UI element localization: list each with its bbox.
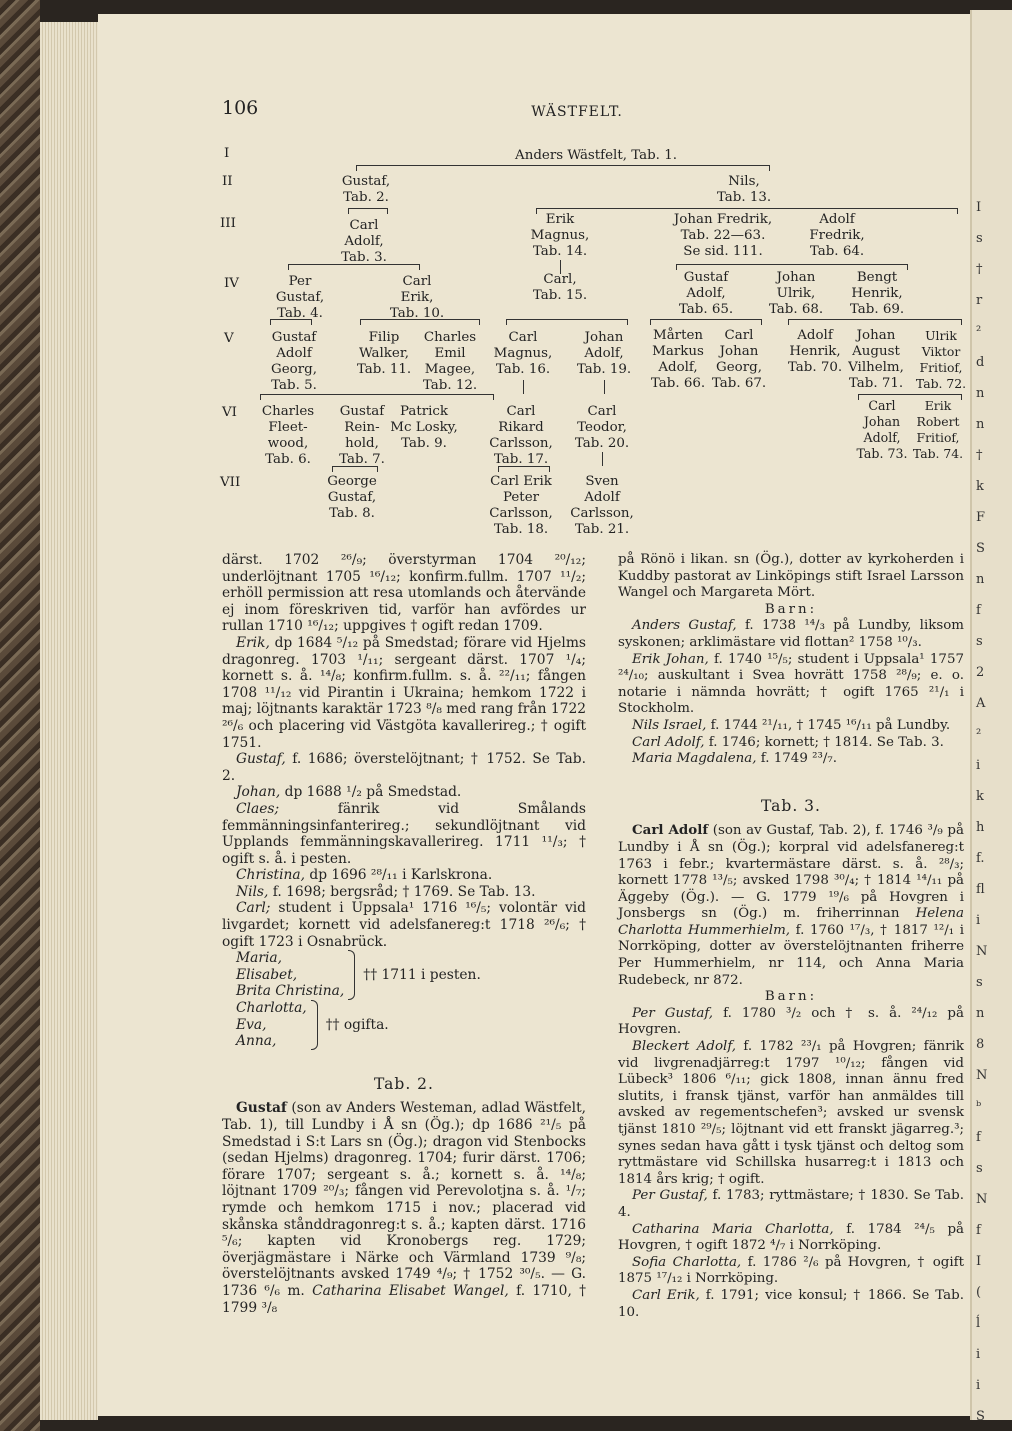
facing-page-fragment: ĺ bbox=[976, 1316, 981, 1331]
paragraph: Anders Gustaf, f. 1738 ¹⁴/₃ på Lundby, liksom syskonen; arklimästare vid flottan² 1758 ¹⁰/₃. bbox=[618, 618, 964, 650]
facing-page-fragment: 8 bbox=[976, 1037, 985, 1052]
facing-page-fragment: n bbox=[976, 417, 985, 432]
children-heading: Barn: bbox=[764, 989, 818, 1005]
paragraph: Christina, dp 1696 ²⁸/₁₁ i Karlskrona. bbox=[236, 867, 493, 884]
paragraph: Nils, f. 1698; bergsråd; † 1769. Se Tab. 13. bbox=[236, 883, 536, 900]
tree-node: Charles Fleet- wood, Tab. 6. bbox=[261, 404, 315, 467]
gen-label: VII bbox=[220, 475, 241, 490]
tree-node: Gustaf Adolf, Tab. 65. bbox=[678, 270, 734, 317]
tree-node: Per Gustaf, Tab. 4. bbox=[275, 274, 325, 321]
facing-page-fragment: N bbox=[976, 1068, 988, 1083]
facing-page-fragment: n bbox=[976, 386, 985, 401]
tree-node: Gustaf Rein- hold, Tab. 7. bbox=[339, 404, 385, 467]
facing-page-fragment: d bbox=[976, 355, 985, 370]
paragraph: därst. 1702 ²⁶/₉; överstyrman 1704 ²⁰/₁₂; underlöjtnant 1705 ¹⁶/₁₂; konfirm.fullm. 1707 ¹¹/₂; erhöll permission att resa utomlands och återvände ej inom föreskriven tid, varför han avfördes ur rullan 1710 ¹⁶/₁₂; uppgives † ogift redan 1709. bbox=[222, 552, 586, 635]
book-page bbox=[98, 14, 970, 1416]
paragraph: Carl Adolf (son av Gustaf, Tab. 2), f. 1746 ³/₉ på Lundby i Å sn (Ög.); korpral vid adelsfanereg:t 1763 i febr.; kvartermästare därst. s. å. ²⁸/₃; kornett 1778 ¹³/₅; avsked 1798 ³⁰/₄; † 1814 ¹⁴/₁₁ på Äggeby (Ög.). — G. 1779 ¹⁹/₆ på Hovgren i Jonsbergs sn (Ög.) m. friherrinnan Helena Charlotta Hummerhielm, f. 1760 ¹⁷/₃, † 1817 ¹²/₁ i Norrköping, dotter av överstelöjtnanten friherre Per Hummerhielm, nr 114, och Anna Maria Rudebeck, nr 872. bbox=[618, 822, 964, 988]
facing-page-fragment: S bbox=[976, 1409, 985, 1420]
tree-node: Erik Robert Fritiof, Tab. 74. bbox=[912, 398, 964, 461]
facing-page-fragment: i bbox=[976, 758, 981, 773]
facing-page-fragment: 2 bbox=[976, 665, 985, 680]
tree-line bbox=[360, 319, 480, 325]
children-heading: Barn: bbox=[764, 601, 818, 617]
tree-node: Johan Ulrik, Tab. 68. bbox=[768, 270, 824, 317]
paragraph: Catharina Maria Charlotta, f. 1784 ²⁴/₅ på Hovgren, † ogift 1872 ⁴/₇ i Norrköping. bbox=[618, 1221, 964, 1254]
tree-node: Gustaf, Tab. 2. bbox=[341, 174, 391, 205]
tree-node: Carl Adolf, Tab. 3. bbox=[341, 218, 387, 265]
tree-node: Carl Johan Georg, Tab. 67. bbox=[711, 328, 767, 391]
sibling-group: Charlotta, Eva, Anna, †† ogifta. bbox=[236, 1000, 389, 1050]
tree-node: Filip Walker, Tab. 11. bbox=[356, 330, 412, 377]
facing-page-fragment: fl bbox=[976, 882, 985, 897]
facing-page-fragment: s bbox=[976, 634, 983, 649]
tree-node: Sven Adolf Carlsson, Tab. 21. bbox=[570, 474, 634, 537]
facing-page-fragment: s bbox=[976, 231, 983, 246]
tree-line bbox=[260, 394, 494, 400]
paragraph: Carl Adolf, f. 1746; kornett; † 1814. Se Tab. 3. bbox=[632, 734, 944, 750]
running-title: WÄSTFELT. bbox=[531, 104, 623, 120]
section-heading: Tab. 3. bbox=[761, 796, 821, 815]
facing-page-fragment: A bbox=[976, 696, 986, 711]
paragraph: Johan, dp 1688 ¹/₂ på Smedstad. bbox=[236, 784, 462, 801]
tree-line bbox=[604, 380, 605, 394]
tree-line bbox=[356, 165, 770, 171]
facing-page-fragment: I bbox=[976, 200, 982, 215]
gen-label: V bbox=[224, 331, 234, 346]
tree-node: Mårten Markus Adolf, Tab. 66. bbox=[650, 328, 706, 391]
facing-page-fragment: N bbox=[976, 1192, 988, 1207]
tree-node: Ulrik Viktor Fritiof, Tab. 72. bbox=[915, 328, 967, 391]
tree-node: Carl Johan Adolf, Tab. 73. bbox=[856, 398, 908, 461]
gen-label: VI bbox=[222, 405, 237, 420]
page-stack-edges bbox=[40, 22, 98, 1420]
paragraph: på Rönö i likan. sn (Ög.), dotter av kyrkoherden i Kuddby pastorat av Linköpings stift Israel Larsson Wangel och Margareta Mört. bbox=[618, 552, 964, 601]
gen-label: II bbox=[222, 174, 233, 189]
facing-page-fragment: i bbox=[976, 1378, 981, 1393]
right-column bbox=[618, 552, 964, 1321]
tree-node: Carl Rikard Carlsson, Tab. 17. bbox=[489, 404, 553, 467]
tree-line bbox=[788, 319, 962, 325]
facing-page-fragment: n bbox=[976, 1006, 985, 1021]
tree-node: Johan August Vilhelm, Tab. 71. bbox=[848, 328, 904, 391]
facing-page-fragment: S bbox=[976, 541, 985, 556]
book-cover-edge bbox=[0, 0, 40, 1431]
brace-mark bbox=[348, 950, 355, 1000]
facing-page-fragment: ² bbox=[976, 324, 982, 339]
facing-page-fragment: f bbox=[976, 1130, 981, 1145]
paragraph: Erik, dp 1684 ⁵/₁₂ på Smedstad; förare vid Hjelms dragonreg. 1703 ¹/₁₁; sergeant därst. 1707 ¹/₄; kornett s. å. ¹⁴/₈; konfirm.fullm. s. å. ²²/₁₁; fången 1708 ¹¹/₁₂ vid Pirantin i Ukraina; hemkom 1722 i maj; löjtnants karaktär 1723 ⁸/₈ med rang från 1722 ²⁶/₆ och placering vid Västgöta kavallerireg.; † ogift 1751. bbox=[222, 634, 586, 751]
brace-mark bbox=[311, 1000, 318, 1050]
paragraph: Sofia Charlotta, f. 1786 ²/₆ på Hovgren, † ogift 1875 ¹⁷/₁₂ i Norrköping. bbox=[618, 1254, 964, 1287]
facing-page-fragment: n bbox=[976, 572, 985, 587]
section-heading: Tab. 2. bbox=[374, 1074, 434, 1093]
tree-line bbox=[332, 466, 378, 472]
gen-label: IV bbox=[224, 276, 239, 291]
facing-page-fragment: I bbox=[976, 1254, 982, 1269]
paragraph: Claes; fänrik vid Smålands femmänningsinfanterireg.; sekundlöjtnant vid Upplands femmänningskavallerireg. 1711 ¹¹/₃; † ogift s. å. i pesten. bbox=[222, 800, 586, 867]
tree-node: George Gustaf, Tab. 8. bbox=[327, 474, 377, 521]
facing-page-fragment: s bbox=[976, 975, 983, 990]
tree-line bbox=[506, 319, 628, 325]
tree-line bbox=[348, 208, 388, 214]
tree-node: Adolf Henrik, Tab. 70. bbox=[787, 328, 843, 375]
paragraph: Carl Erik, f. 1791; vice konsul; † 1866. Se Tab. 10. bbox=[618, 1287, 964, 1320]
paragraph: Erik Johan, f. 1740 ¹⁵/₅; student i Uppsala¹ 1757 ²⁴/₁₀; auskultant i Svea hovrätt 1758 ²⁸/₉; e. o. notarie i nämnda hovrätt; † ogift 1765 ²¹/₁ i Stockholm. bbox=[618, 651, 964, 717]
sibling-group: Maria, Elisabet, Brita Christina, †† 1711 i pesten. bbox=[236, 950, 481, 1000]
facing-page-fragment: † bbox=[976, 448, 983, 463]
tree-node: Erik Magnus, Tab. 14. bbox=[530, 212, 590, 259]
tree-node: Carl Erik, Tab. 10. bbox=[389, 274, 445, 321]
left-column bbox=[222, 552, 586, 1316]
tree-node: Carl Erik Peter Carlsson, Tab. 18. bbox=[489, 474, 553, 537]
tree-node: Charles Emil Magee, Tab. 12. bbox=[422, 330, 478, 393]
tree-node: Adolf Fredrik, Tab. 64. bbox=[809, 212, 865, 259]
tree-node: Gustaf Adolf Georg, Tab. 5. bbox=[271, 330, 317, 393]
facing-page-fragment: f bbox=[976, 603, 981, 618]
facing-page-fragment: i bbox=[976, 913, 981, 928]
paragraph: Bleckert Adolf, f. 1782 ²³/₁ på Hovgren; fänrik vid livgrenadjärreg:t 1797 ¹⁰/₁₂; fången vid Lübeck³ 1806 ⁶/₁₁; gick 1808, innan ännu fred slutits, i fransk tjänst, varför han anmäldes till avsked av regementschefen³; avsked ur svensk tjänst 1810 ²⁹/₅; löjtnant vid ett franskt jägarreg.³; synes sedan hava gått i tysk tjänst och deltog som ryttmästare vid Schillska husarreg:t i 1813 och 1814 års krig; † ogift. bbox=[618, 1039, 964, 1187]
facing-page-fragment: f bbox=[976, 1223, 981, 1238]
paragraph: Carl; student i Uppsala¹ 1716 ¹⁶/₅; volontär vid livgardet; kornett vid adelsfanereg:t 1718 ²⁶/₆; † ogift 1723 i Osnabrück. bbox=[222, 900, 586, 950]
paragraph: Gustaf (son av Anders Westeman, adlad Wästfelt, Tab. 1), till Lundby i Å sn (Ög.); dp 1686 ²¹/₅ på Smedstad i S:t Lars sn (Ög.); dragon vid Stenbocks (sedan Hjelms) dragonreg. 1704; furir därst. 1706; förare 1707; sergeant s. å.; kornett s. å. ¹⁴/₈; löjtnant 1709 ²⁰/₃; fången vid Perevolotjna s. å. ¹/₇; rymde och hemkom 1715 i nov.; placerad vid skånska stånddragonreg:t s. å.; kapten därst. 1716 ⁵/₆; kapten vid Kronobergs reg. 1729; överjägmästare i Närke och Värmland 1739 ⁹/₈; överstelöjtnants avsked 1749 ⁴/₉; † 1752 ³⁰/₅. — G. 1736 ⁶/₆ m. Catharina Elisabet Wangel, f. 1710, † 1799 ³/₈ bbox=[222, 1100, 586, 1316]
tree-node: Johan Fredrik, Tab. 22—63. Se sid. 111. bbox=[673, 212, 773, 259]
tree-line bbox=[602, 452, 603, 466]
paragraph: Nils Israel, f. 1744 ²¹/₁₁, † 1745 ¹⁶/₁₁ på Lundby. bbox=[632, 717, 951, 733]
tree-node: Carl, Tab. 15. bbox=[532, 272, 588, 303]
tree-node: Carl Teodor, Tab. 20. bbox=[574, 404, 630, 451]
facing-page-fragment: s bbox=[976, 1161, 983, 1176]
facing-page-fragment: N bbox=[976, 944, 988, 959]
tree-line bbox=[498, 466, 550, 472]
tree-node: Carl Magnus, Tab. 16. bbox=[493, 330, 553, 377]
gen-label: I bbox=[224, 146, 230, 161]
facing-page-fragment: k bbox=[976, 479, 984, 494]
paragraph: Maria Magdalena, f. 1749 ²³/₇. bbox=[632, 751, 837, 767]
facing-page-fragment: f. bbox=[976, 851, 985, 866]
paragraph: Per Gustaf, f. 1780 ³/₂ och † s. å. ²⁴/₁₂ på Hovgren. bbox=[618, 1005, 964, 1038]
facing-page-fragment: k bbox=[976, 789, 984, 804]
tree-line bbox=[270, 319, 312, 325]
tree-node: Johan Adolf, Tab. 19. bbox=[576, 330, 632, 377]
facing-page-fragment: † bbox=[976, 262, 983, 277]
tree-node: Nils, Tab. 13. bbox=[716, 174, 772, 205]
tree-root: Anders Wästfelt, Tab. 1. bbox=[515, 148, 677, 163]
facing-page-fragment: ² bbox=[976, 727, 982, 742]
paragraph: Per Gustaf, f. 1783; ryttmästare; † 1830. Se Tab. 4. bbox=[618, 1188, 964, 1220]
paragraph: Gustaf, f. 1686; överstelöjtnant; † 1752. Se Tab. 2. bbox=[222, 751, 586, 784]
page-number: 106 bbox=[222, 97, 259, 119]
facing-page-fragment: i bbox=[976, 1347, 981, 1362]
facing-page-edge bbox=[970, 10, 1012, 1420]
facing-page-fragment: r bbox=[976, 293, 983, 308]
tree-node: Patrick Mc Losky, Tab. 9. bbox=[390, 404, 458, 451]
facing-page-fragment: ᵇ bbox=[976, 1099, 982, 1114]
tree-line bbox=[288, 264, 420, 270]
tree-line bbox=[650, 319, 762, 325]
facing-page-fragment: ( bbox=[976, 1285, 982, 1300]
tree-node: Bengt Henrik, Tab. 69. bbox=[849, 270, 905, 317]
tree-line bbox=[523, 380, 524, 394]
facing-page-fragment: h bbox=[976, 820, 985, 835]
gen-label: III bbox=[220, 216, 236, 231]
facing-page-fragment: F bbox=[976, 510, 986, 525]
